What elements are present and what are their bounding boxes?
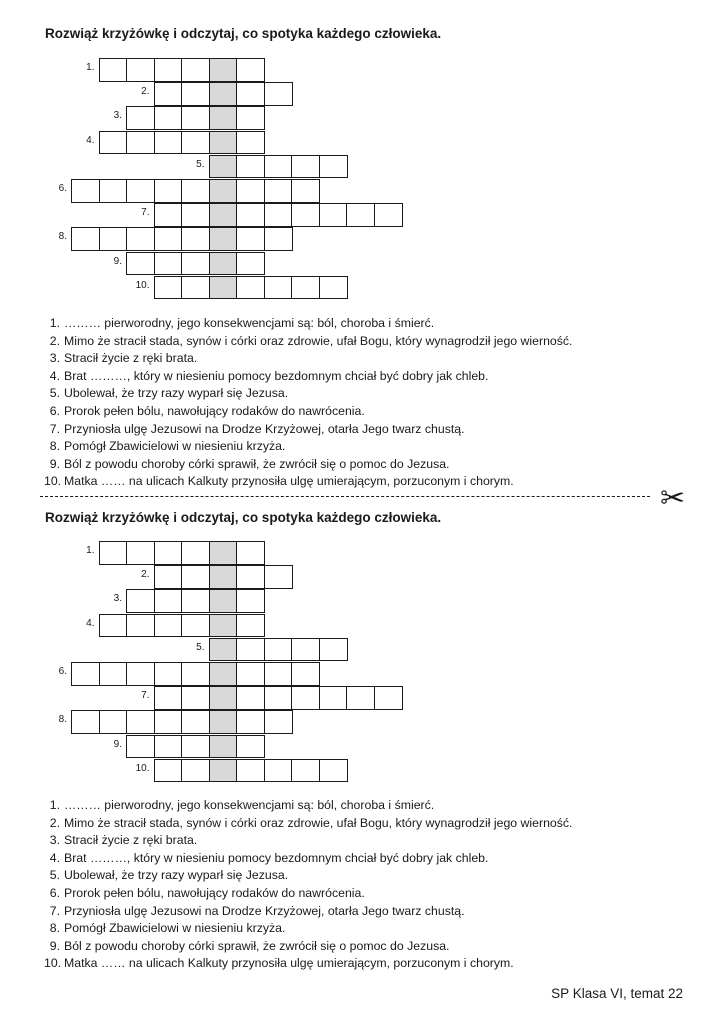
clue-item: 4. Brat ………, który w niesieniu pomocy bezdomnym chciał być dobry jak chleb.	[49, 368, 489, 383]
crossword-cell	[181, 252, 210, 276]
crossword-cell	[126, 662, 155, 686]
crossword-cell	[154, 662, 183, 686]
crossword-cell	[154, 565, 183, 589]
crossword-cell	[154, 82, 183, 106]
crossword-cell	[181, 203, 210, 227]
clue-item: 2. Mimo że stracił stada, synów i córki oraz zdrowie, ufał Bogu, który wynagrodził jego wierność.	[49, 815, 573, 830]
crossword-cell	[181, 82, 210, 106]
crossword-cell	[291, 203, 320, 227]
crossword-key-cell	[209, 58, 238, 82]
crossword-cell	[291, 179, 320, 203]
clue-item: 7. Przyniosła ulgę Jezusowi na Drodze Krzyżowej, otarła Jego twarz chustą.	[49, 903, 465, 918]
crossword-row-number: 2.	[141, 86, 150, 98]
crossword-cell	[236, 686, 265, 710]
crossword-cell	[126, 589, 155, 613]
crossword-cell	[71, 662, 100, 686]
clue-item: 5. Ubolewał, że trzy razy wyparł się Jezusa.	[49, 868, 289, 883]
crossword-cell	[99, 541, 128, 565]
crossword-key-cell	[209, 565, 238, 589]
crossword-key-cell	[209, 735, 238, 759]
clue-list	[44, 797, 572, 973]
crossword-row-number: 1.	[86, 545, 95, 556]
crossword-cell	[126, 106, 155, 130]
crossword-cell	[236, 276, 265, 300]
crossword-cell	[236, 662, 265, 686]
crossword-key-cell	[209, 638, 238, 662]
crossword-cell	[126, 252, 155, 276]
crossword-cell	[126, 541, 155, 565]
crossword-row-number: 2.	[141, 569, 150, 581]
crossword-row-number: 9.	[113, 738, 122, 750]
crossword-cell	[181, 227, 210, 251]
crossword-cell	[181, 179, 210, 203]
crossword-cell	[154, 203, 183, 227]
crossword-cell	[126, 735, 155, 759]
crossword-row-number: 9.	[113, 255, 122, 267]
crossword-key-cell	[209, 252, 238, 276]
crossword-cell	[264, 155, 293, 179]
crossword-cell	[319, 276, 348, 300]
crossword-key-cell	[209, 276, 238, 300]
clue-list	[44, 315, 572, 491]
clue-item: 8. Pomógł Zbawicielowi w niesieniu krzyża.	[49, 439, 286, 454]
crossword-cell	[181, 735, 210, 759]
clue-item: 6. Prorok pełen bólu, nawołujący rodaków do nawrócenia.	[49, 403, 365, 418]
crossword-cell	[181, 565, 210, 589]
crossword-cell	[126, 710, 155, 734]
crossword-cell	[181, 759, 210, 783]
crossword-cell	[71, 179, 100, 203]
crossword-key-cell	[209, 662, 238, 686]
crossword-cell	[236, 541, 265, 565]
crossword-row-number: 8.	[58, 231, 67, 243]
crossword-cell	[154, 276, 183, 300]
crossword-cell	[154, 686, 183, 710]
crossword-cell	[291, 686, 320, 710]
crossword-key-cell	[209, 227, 238, 251]
crossword-row-number: 10.	[135, 762, 150, 774]
crossword-cell	[319, 638, 348, 662]
crossword-key-cell	[209, 131, 238, 155]
crossword-cell	[264, 662, 293, 686]
crossword-row-number: 4.	[86, 134, 95, 146]
crossword-cell	[346, 203, 375, 227]
page-title: Rozwiąż krzyżówkę i odczytaj, co spotyka każdego człowieka.	[45, 26, 442, 41]
crossword-cell	[374, 686, 403, 710]
crossword-cell	[99, 58, 128, 82]
crossword-cell	[236, 82, 265, 106]
crossword-key-cell	[209, 614, 238, 638]
crossword-cell	[264, 686, 293, 710]
crossword-cell	[154, 227, 183, 251]
crossword-row-number: 6.	[58, 183, 67, 194]
crossword-cell	[181, 614, 210, 638]
crossword-cell	[291, 638, 320, 662]
clue-item: 8. Pomógł Zbawicielowi w niesieniu krzyża.	[49, 921, 286, 936]
crossword-cell	[154, 179, 183, 203]
crossword-cell	[154, 131, 183, 155]
clue-item: 10. Matka …… na ulicach Kalkuty przynosiła ulgę umierającym, porzuconym i chorym.	[44, 956, 514, 971]
crossword-cell	[154, 735, 183, 759]
cut-line	[40, 496, 650, 497]
crossword-cell	[319, 759, 348, 783]
crossword-row-number: 6.	[58, 666, 67, 677]
crossword-row-number: 1.	[86, 62, 95, 73]
crossword-cell	[99, 710, 128, 734]
crossword-cell	[264, 565, 293, 589]
crossword-cell	[126, 58, 155, 82]
crossword-key-cell	[209, 106, 238, 130]
crossword-cell	[236, 759, 265, 783]
crossword-cell	[154, 252, 183, 276]
clue-item: 3. Stracił życie z ręki brata.	[49, 351, 198, 366]
crossword-cell	[291, 662, 320, 686]
crossword-cell	[236, 58, 265, 82]
clue-item: 2. Mimo że stracił stada, synów i córki oraz zdrowie, ufał Bogu, który wynagrodził jego wierność.	[49, 333, 573, 348]
crossword-row-number: 5.	[196, 641, 205, 653]
page-footer: SP Klasa VI, temat 22	[551, 986, 683, 1001]
crossword-row-number: 4.	[86, 617, 95, 629]
crossword-cell	[264, 179, 293, 203]
scissors-icon: ✂	[660, 482, 686, 515]
crossword-cell	[264, 82, 293, 106]
clue-item: 9. Ból z powodu choroby córki sprawił, że zwrócił się o pomoc do Jezusa.	[49, 456, 450, 471]
crossword-cell	[154, 589, 183, 613]
crossword-cell	[236, 735, 265, 759]
crossword-cell	[181, 131, 210, 155]
crossword-cell	[181, 58, 210, 82]
crossword-cell	[99, 662, 128, 686]
crossword-cell	[181, 589, 210, 613]
crossword-row-number: 5.	[196, 158, 205, 170]
clue-item: 5. Ubolewał, że trzy razy wyparł się Jezusa.	[49, 386, 289, 401]
crossword-cell	[236, 179, 265, 203]
crossword-cell	[236, 155, 265, 179]
crossword-cell	[346, 686, 375, 710]
crossword-cell	[154, 759, 183, 783]
crossword-cell	[264, 203, 293, 227]
crossword-cell	[236, 638, 265, 662]
crossword-cell	[264, 638, 293, 662]
crossword-cell	[236, 252, 265, 276]
crossword-cell	[374, 203, 403, 227]
crossword-cell	[236, 131, 265, 155]
crossword-key-cell	[209, 759, 238, 783]
crossword-cell	[99, 227, 128, 251]
crossword-cell	[236, 106, 265, 130]
crossword-cell	[154, 614, 183, 638]
clue-item: 3. Stracił życie z ręki brata.	[49, 833, 198, 848]
page-title: Rozwiąż krzyżówkę i odczytaj, co spotyka każdego człowieka.	[45, 510, 442, 525]
crossword-cell	[99, 179, 128, 203]
crossword-cell	[99, 131, 128, 155]
crossword-cell	[319, 203, 348, 227]
clue-item: 4. Brat ………, który w niesieniu pomocy bezdomnym chciał być dobry jak chleb.	[49, 850, 489, 865]
crossword-cell	[126, 131, 155, 155]
crossword-cell	[154, 710, 183, 734]
crossword-cell	[71, 227, 100, 251]
crossword-cell	[264, 759, 293, 783]
crossword-cell	[99, 614, 128, 638]
crossword-cell	[291, 276, 320, 300]
crossword-cell	[291, 759, 320, 783]
crossword-cell	[126, 227, 155, 251]
crossword-cell	[181, 710, 210, 734]
crossword-cell	[181, 276, 210, 300]
crossword-cell	[319, 155, 348, 179]
clue-item: 9. Ból z powodu choroby córki sprawił, że zwrócił się o pomoc do Jezusa.	[49, 938, 450, 953]
crossword-row-number: 3.	[113, 110, 122, 122]
crossword-cell	[236, 710, 265, 734]
crossword-cell	[154, 106, 183, 130]
clue-item: 6. Prorok pełen bólu, nawołujący rodaków do nawrócenia.	[49, 885, 365, 900]
crossword-key-cell	[209, 710, 238, 734]
crossword-cell	[236, 614, 265, 638]
crossword-cell	[154, 541, 183, 565]
clue-item: 7. Przyniosła ulgę Jezusowi na Drodze Krzyżowej, otarła Jego twarz chustą.	[49, 421, 465, 436]
crossword-key-cell	[209, 203, 238, 227]
crossword-cell	[264, 710, 293, 734]
clue-item: 1. ……… pierworodny, jego konsekwencjami są: ból, choroba i śmierć.	[49, 316, 435, 330]
crossword-key-cell	[209, 155, 238, 179]
crossword-cell	[236, 589, 265, 613]
crossword-key-cell	[209, 589, 238, 613]
crossword-cell	[181, 662, 210, 686]
crossword-row-number: 3.	[113, 593, 122, 605]
crossword-cell	[71, 710, 100, 734]
crossword-cell	[264, 227, 293, 251]
crossword-cell	[236, 565, 265, 589]
crossword-cell	[126, 179, 155, 203]
crossword-key-cell	[209, 541, 238, 565]
crossword-key-cell	[209, 179, 238, 203]
crossword-cell	[319, 686, 348, 710]
crossword-cell	[181, 686, 210, 710]
crossword-cell	[236, 203, 265, 227]
crossword-cell	[236, 227, 265, 251]
crossword-key-cell	[209, 686, 238, 710]
crossword-key-cell	[209, 82, 238, 106]
crossword-cell	[126, 614, 155, 638]
crossword-row-number: 8.	[58, 714, 67, 726]
crossword-row-number: 7.	[141, 690, 150, 702]
crossword-cell	[154, 58, 183, 82]
crossword-row-number: 10.	[135, 279, 150, 291]
clue-item: 1. ……… pierworodny, jego konsekwencjami są: ból, choroba i śmierć.	[49, 798, 435, 812]
clue-item: 10. Matka …… na ulicach Kalkuty przynosiła ulgę umierającym, porzuconym i chorym.	[44, 474, 514, 489]
crossword-cell	[181, 106, 210, 130]
crossword-cell	[291, 155, 320, 179]
crossword-row-number: 7.	[141, 207, 150, 219]
crossword-cell	[264, 276, 293, 300]
crossword-cell	[181, 541, 210, 565]
